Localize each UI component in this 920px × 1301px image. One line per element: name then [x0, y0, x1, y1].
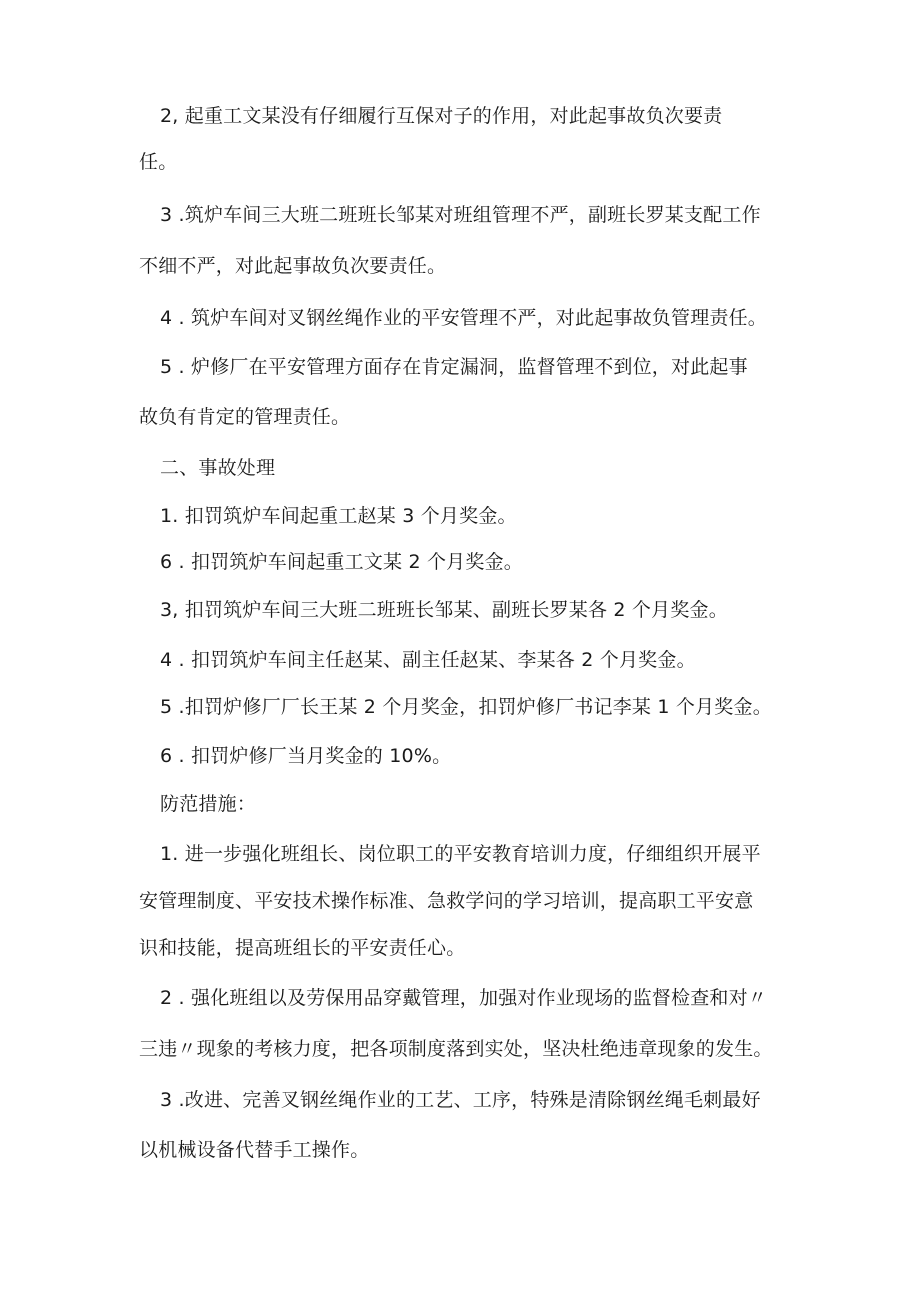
- text-line: 故负有肯定的管理责任。: [139, 406, 351, 428]
- text-line: 6 . 扣罚筑炉车间起重工文某 2 个月奖金。: [160, 551, 523, 573]
- text-line: 2, 起重工文某没有仔细履行互保对子的作用，对此起事故负次要责: [160, 105, 723, 127]
- section-heading: 二、事故处理: [160, 457, 276, 479]
- text-line: 以机械设备代替手工操作。: [139, 1139, 370, 1161]
- text-line: 5 .扣罚炉修厂厂长王某 2 个月奖金，扣罚炉修厂书记李某 1 个月奖金。: [160, 696, 772, 718]
- text-line: 任。: [139, 151, 178, 173]
- text-line: 不细不严，对此起事故负次要责任。: [139, 255, 447, 277]
- text-line: 1. 扣罚筑炉车间起重工赵某 3 个月奖金。: [160, 505, 517, 527]
- text-line: 4 . 筑炉车间对叉钢丝绳作业的平安管理不严，对此起事故负管理责任。: [160, 307, 768, 329]
- text-line: 4 . 扣罚筑炉车间主任赵某、副主任赵某、李某各 2 个月奖金。: [160, 649, 696, 671]
- text-line: 3 .改进、完善叉钢丝绳作业的工艺、工序，特殊是清除钢丝绳毛刺最好: [160, 1089, 761, 1111]
- section-heading: 防范措施：: [160, 793, 257, 815]
- text-line: 6 . 扣罚炉修厂当月奖金的 10%。: [160, 745, 452, 767]
- text-line: 3, 扣罚筑炉车间三大班二班班长邹某、副班长罗某各 2 个月奖金。: [160, 599, 728, 621]
- text-line: 安管理制度、平安技术操作标准、急救学问的学习培训，提高职工平安意: [139, 890, 754, 912]
- text-line: 5 . 炉修厂在平安管理方面存在肯定漏洞，监督管理不到位，对此起事: [160, 356, 748, 378]
- text-line: 3 .筑炉车间三大班二班班长邹某对班组管理不严，副班长罗某支配工作: [160, 204, 761, 226]
- text-line: 三违〃现象的考核力度，把各项制度落到实处，坚决杜绝违章现象的发生。: [139, 1038, 773, 1060]
- text-line: 1. 进一步强化班组长、岗位职工的平安教育培训力度，仔细组织开展平: [160, 843, 761, 865]
- text-line: 2 . 强化班组以及劳保用品穿戴管理，加强对作业现场的监督检查和对〃: [160, 987, 768, 1009]
- text-line: 识和技能，提高班组长的平安责任心。: [139, 937, 466, 959]
